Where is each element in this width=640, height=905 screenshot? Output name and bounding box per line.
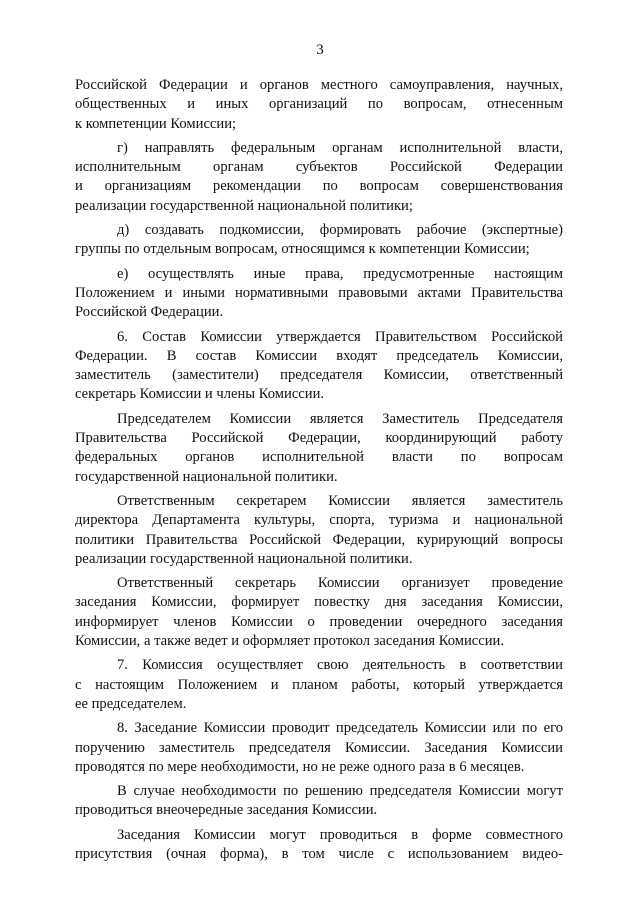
- text-line: проводиться внеочередные заседания Комиссии.: [75, 802, 378, 819]
- text-line: Председателем Комиссии является Заместитель Председателя: [117, 410, 563, 427]
- text-line: д) создавать подкомиссии, формировать рабочие (экспертные): [117, 222, 563, 239]
- text-line: 7. Комиссия осуществляет свою деятельность в соответствии: [117, 657, 563, 674]
- text-line: присутствия (очная форма), в том числе с использованием видео-: [75, 845, 563, 862]
- text-line: Заседания Комиссии могут проводиться в форме совместного: [117, 826, 563, 843]
- text-line: заседания Комиссии, формирует повестку дня заседания Комиссии,: [75, 594, 563, 611]
- text-line: реализации государственной национальной политики;: [75, 197, 413, 214]
- text-line: исполнительным органам субъектов Российской Федерации: [75, 159, 563, 176]
- page-number: 3: [316, 42, 324, 58]
- paragraph: [75, 492, 563, 569]
- text-line: 6. Состав Комиссии утверждается Правительством Российской: [117, 328, 563, 345]
- text-line: Российской Федерации и органов местного самоуправления, научных,: [75, 77, 563, 93]
- paragraph: [75, 782, 563, 821]
- text-line: к компетенции Комиссии;: [75, 115, 237, 132]
- text-line: ее председателем.: [75, 695, 187, 712]
- text-line: секретарь Комиссии и члены Комиссии.: [75, 386, 325, 403]
- text-line: Ответственным секретарем Комиссии является заместитель: [117, 492, 563, 509]
- text-line: государственной национальной политики.: [75, 468, 338, 485]
- text-line: и организациям рекомендации по вопросам совершенствования: [75, 178, 563, 195]
- text-line: Комиссии, а также ведет и оформляет протокол заседания Комиссии.: [75, 633, 504, 650]
- paragraph: [75, 826, 563, 865]
- text-line: группы по отдельным вопросам, относящимся к компетенции Комиссии;: [75, 241, 530, 258]
- paragraph: [75, 139, 563, 216]
- paragraph: [75, 76, 563, 134]
- text-line: Ответственный секретарь Комиссии организует проведение: [117, 575, 563, 592]
- paragraph: [75, 328, 563, 405]
- text-line: поручению заместитель председателя Комиссии. Заседания Комиссии: [75, 739, 563, 756]
- paragraph: [75, 719, 563, 777]
- paragraph: [75, 265, 563, 323]
- text-line: федеральных органов исполнительной власти по вопросам: [75, 449, 563, 466]
- text-line: Российской Федерации.: [75, 304, 224, 321]
- paragraph: [75, 574, 563, 651]
- text-line: реализации государственной национальной политики.: [75, 550, 413, 567]
- text-line: В случае необходимости по решению председателя Комиссии могут: [117, 783, 563, 800]
- text-line: заместитель (заместители) председателя Комиссии, ответственный: [75, 367, 563, 384]
- paragraph: [75, 410, 563, 487]
- text-line: с настоящим Положением и планом работы, который утверждается: [75, 676, 563, 693]
- paragraph: [75, 221, 563, 260]
- text-line: 8. Заседание Комиссии проводит председатель Комиссии или по его: [117, 720, 563, 737]
- text-line: политики Правительства Российской Федерации, курирующий вопросы: [75, 531, 563, 548]
- paragraph: [75, 656, 563, 714]
- text-line: директора Департамента культуры, спорта, туризма и национальной: [75, 512, 563, 529]
- text-line: Положением и иными нормативными правовыми актами Правительства: [75, 284, 563, 301]
- text-line: е) осуществлять иные права, предусмотренные настоящим: [117, 265, 563, 282]
- text-line: общественных и иных организаций по вопросам, отнесенным: [75, 96, 563, 113]
- document-body: [75, 76, 563, 864]
- text-line: информирует членов Комиссии о проведении очередного заседания: [75, 613, 563, 630]
- text-line: проводятся по мере необходимости, но не реже одного раза в 6 месяцев.: [75, 758, 525, 775]
- text-line: г) направлять федеральным органам исполнительной власти,: [117, 139, 563, 156]
- text-line: Федерации. В состав Комиссии входят председатель Комиссии,: [75, 347, 563, 364]
- text-line: Правительства Российской Федерации, координирующий работу: [75, 430, 563, 447]
